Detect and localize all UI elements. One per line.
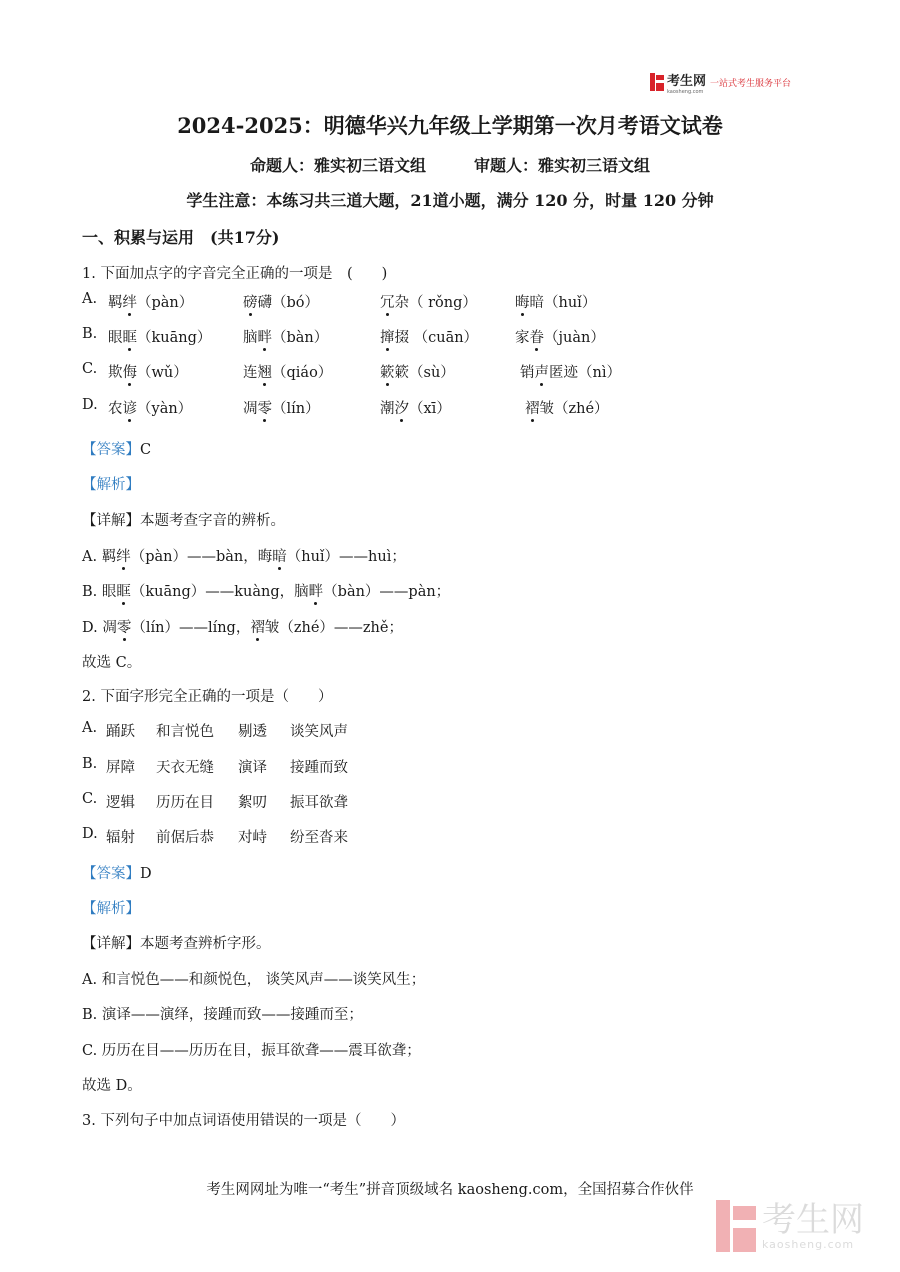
q1-option-label: C. xyxy=(82,361,98,377)
q2-option-item: 前倨后恭 xyxy=(156,830,214,846)
q1-conclusion: 故选 C。 xyxy=(82,655,142,671)
q2-option-label: A. xyxy=(82,720,98,736)
q2-option-label: C. xyxy=(82,791,98,807)
q2-option-item: 对峙 xyxy=(238,830,267,846)
kaosheng-watermark-icon xyxy=(716,1200,756,1252)
q2-stem: 2. 下面字形完全正确的一项是（ ） xyxy=(82,689,333,705)
q1-option-item: 凋零（lín） xyxy=(243,401,320,417)
q2-detail-line-c: C. 历历在目——历历在目，振耳欲聋——震耳欲聋； xyxy=(82,1043,421,1059)
q3-stem: 3. 下列句子中加点词语使用错误的一项是（ ） xyxy=(82,1113,405,1129)
q1-option-item: 撺掇 （cuān） xyxy=(380,330,479,346)
q1-option-item: 褶皱（zhé） xyxy=(525,401,609,417)
q2-detail-line-a: A. 和言悦色——和颜悦色， 谈笑风声——谈笑风生； xyxy=(82,972,426,988)
q1-option-item: 羁绊（pàn） xyxy=(108,295,194,311)
section-title: 一、积累与运用 (共17分) xyxy=(82,228,280,247)
watermark-sub: kaosheng.com xyxy=(762,1237,855,1251)
q1-option-item: 连翘（qiáo） xyxy=(243,365,333,381)
q1-option-item: 家眷（juàn） xyxy=(515,330,605,346)
q1-option-item: 簌簌（sù） xyxy=(380,365,455,381)
q2-conclusion: 故选 D。 xyxy=(82,1078,142,1094)
q2-option-item: 屏障 xyxy=(106,760,135,776)
detail-tag: 【详解】 xyxy=(82,936,140,952)
watermark-name: 考生网 xyxy=(762,1199,864,1240)
q2-option-item: 历历在目 xyxy=(156,795,214,811)
q1-stem: 1. 下面加点字的字音完全正确的一项是 ( ) xyxy=(82,266,388,282)
logo-name: 考生网 xyxy=(667,73,707,89)
q2-option-item: 天衣无缝 xyxy=(156,760,214,776)
q2-option-item: 谈笑风声 xyxy=(290,724,348,740)
q2-detail-line-b: B. 演译——演绎，接踵而致——接踵而至； xyxy=(82,1007,363,1023)
q1-option-item: 晦暗（huǐ） xyxy=(515,295,597,311)
q2-option-item: 辐射 xyxy=(106,830,135,846)
q1-detail-line: D. 凋零（lín）——líng，褶皱（zhé）——zhě； xyxy=(82,620,403,636)
q1-analysis-tag: 【解析】 xyxy=(82,477,140,493)
q2-detail xyxy=(82,932,271,953)
q1-option-item: 销声匿迹（nì） xyxy=(520,365,621,381)
q1-detail xyxy=(82,509,285,530)
q2-analysis-tag: 【解析】 xyxy=(82,901,140,917)
q1-detail-line: A. 羁绊（pàn）——bàn，晦暗（huǐ）——huì； xyxy=(82,549,406,565)
q2-option-label: D. xyxy=(82,826,98,842)
q1-option-label: D. xyxy=(82,397,98,413)
kaosheng-logo-icon xyxy=(650,73,664,91)
answer-tag: 【答案】 xyxy=(82,442,140,458)
q2-option-item: 踊跃 xyxy=(106,724,135,740)
detail-text: 本题考查辨析字形。 xyxy=(140,936,271,952)
q2-option-item: 和言悦色 xyxy=(156,724,214,740)
q2-option-item: 絮叨 xyxy=(238,795,267,811)
q1-option-item: 农谚（yàn） xyxy=(108,401,193,417)
q1-option-label: B. xyxy=(82,326,98,342)
logo-sub: kaosheng.com xyxy=(667,88,704,95)
answer-tag: 【答案】 xyxy=(82,866,140,882)
q1-option-item: 欺侮（wǔ） xyxy=(108,365,188,381)
q1-option-item: 潮汐（xī） xyxy=(380,401,451,417)
q2-option-item: 纷至沓来 xyxy=(290,830,348,846)
q2-option-item: 振耳欲聋 xyxy=(290,795,348,811)
q2-answer xyxy=(82,862,152,883)
header-logo xyxy=(650,70,791,94)
q2-option-label: B. xyxy=(82,756,98,772)
authors-line: 命题人：雅实初三语文组 审题人：雅实初三语文组 xyxy=(249,156,650,175)
detail-tag: 【详解】 xyxy=(82,513,140,529)
watermark xyxy=(716,1200,864,1252)
q1-option-item: 磅礴（bó） xyxy=(243,295,320,311)
q2-option-item: 逻辑 xyxy=(106,795,135,811)
q1-answer xyxy=(82,438,151,459)
page-title: 2024-2025：明德华兴九年级上学期第一次月考语文试卷 xyxy=(177,113,723,138)
q1-detail-line: B. 眼眶（kuāng）——kuàng，脑畔（bàn）——pàn； xyxy=(82,584,451,600)
q2-option-item: 演译 xyxy=(238,760,267,776)
footer-text: 考生网网址为唯一“考生”拼音顶级域名 kaosheng.com，全国招募合作伙伴 xyxy=(206,1182,694,1198)
q2-option-item: 剔透 xyxy=(238,724,267,740)
q1-option-item: 眼眶（kuāng） xyxy=(108,330,212,346)
answer-value: D xyxy=(140,866,152,882)
detail-text: 本题考查字音的辨析。 xyxy=(140,513,285,529)
q2-option-item: 接踵而致 xyxy=(290,760,348,776)
q1-option-label: A. xyxy=(82,291,98,307)
q1-option-item: 脑畔（bàn） xyxy=(243,330,329,346)
answer-value: C xyxy=(140,442,152,458)
logo-slogan: 一站式考生服务平台 xyxy=(710,78,792,89)
notice-line: 学生注意：本练习共三道大题，21道小题，满分 120 分，时量 120 分钟 xyxy=(186,191,714,210)
q1-option-item: 冗杂（ rǒng） xyxy=(380,295,477,311)
